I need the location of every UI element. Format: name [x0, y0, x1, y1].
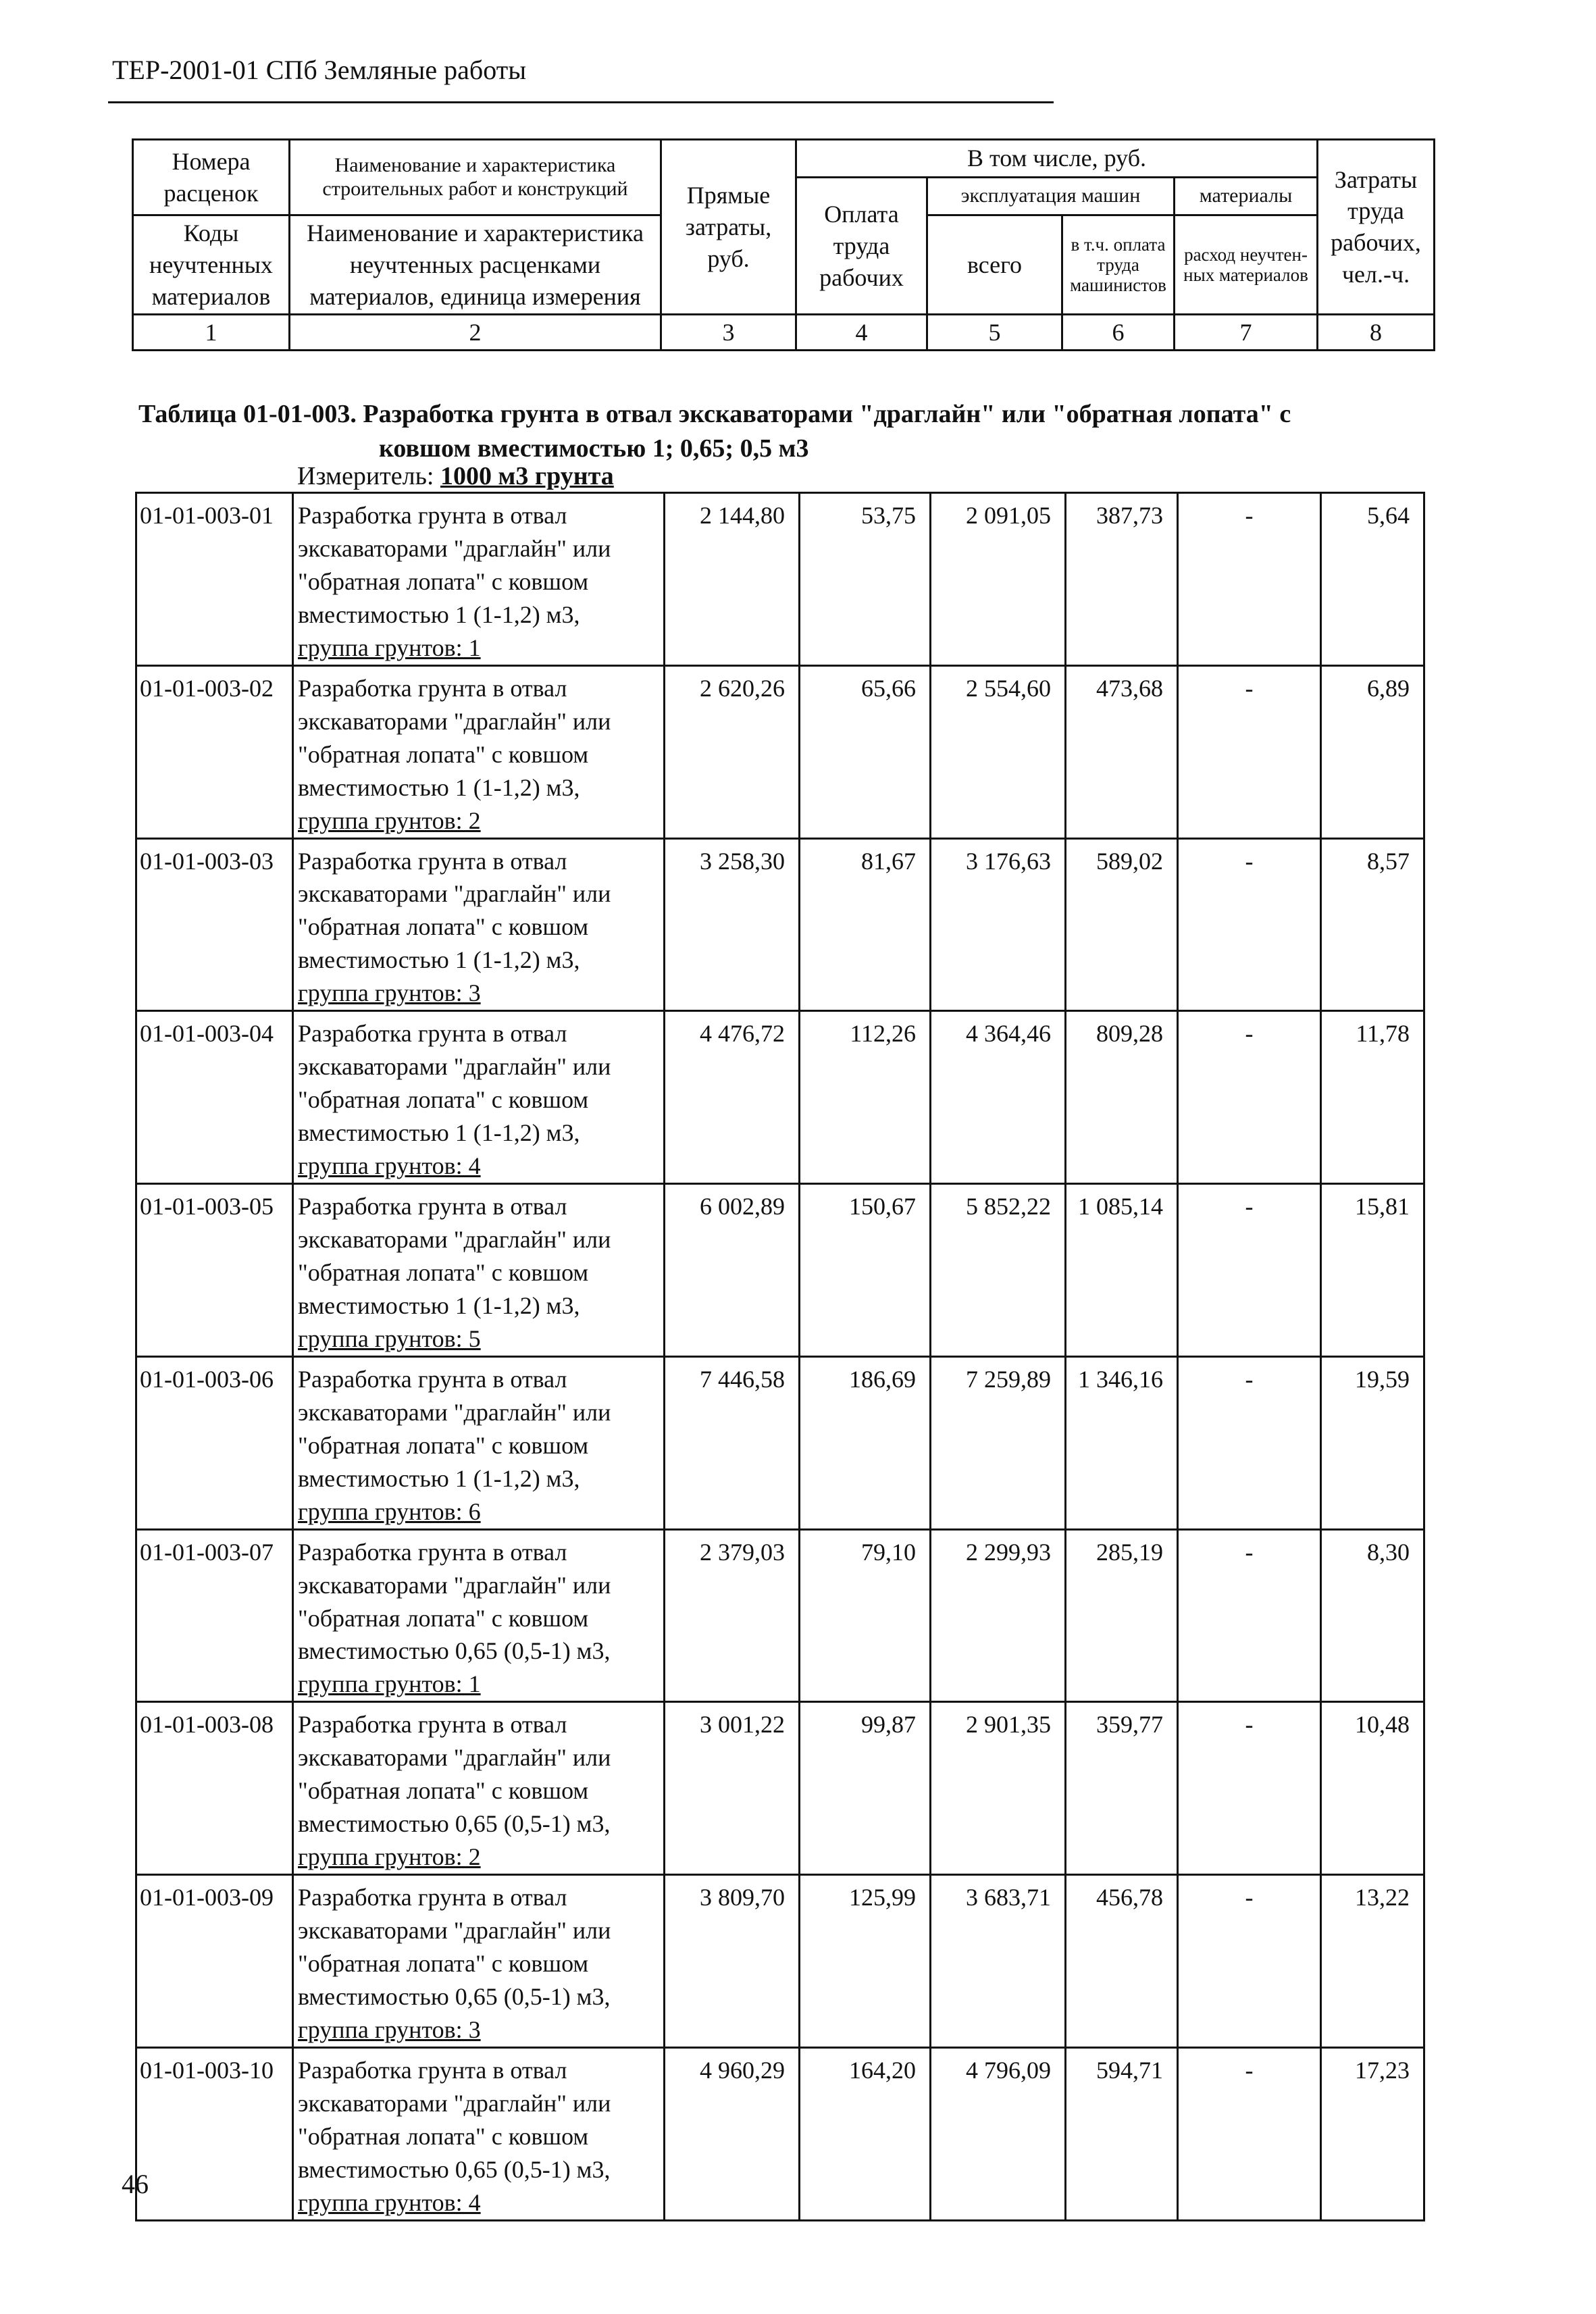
machines-total-cell: 3 176,63: [931, 838, 1066, 1011]
col-header-material-codes: Коды неучтенных материалов: [133, 215, 290, 315]
direct-costs-cell: 2 144,80: [665, 493, 800, 666]
rate-description-cell: [293, 1184, 665, 1357]
rate-description-text: Разработка грунта в отвал экскаваторами "драглайн" или "обратная лопата" с ковшом вместимостью 0,65 (0,5-1) м3,: [298, 1711, 611, 1838]
labor-pay-cell: 150,67: [800, 1184, 931, 1357]
table-row: [136, 493, 1424, 666]
materials-cell: -: [1178, 665, 1321, 838]
labor-hours-cell: 10,48: [1321, 1702, 1424, 1875]
labor-pay-cell: 112,26: [800, 1011, 931, 1184]
materials-cell: -: [1178, 493, 1321, 666]
machines-total-cell: 3 683,71: [931, 1875, 1066, 2048]
machinist-pay-cell: 387,73: [1066, 493, 1178, 666]
rate-description-cell: [293, 1529, 665, 1702]
machinist-pay-cell: 1 085,14: [1066, 1184, 1178, 1357]
column-header-table: [132, 138, 1435, 351]
labor-pay-cell: 125,99: [800, 1875, 931, 2048]
rate-code-cell: 01-01-003-01: [136, 493, 293, 666]
direct-costs-cell: 4 476,72: [665, 1011, 800, 1184]
rate-description-cell: [293, 665, 665, 838]
rate-description-cell: [293, 1875, 665, 2048]
col-header-machines-total: всего: [927, 215, 1062, 315]
direct-costs-cell: 3 001,22: [665, 1702, 800, 1875]
labor-hours-cell: 15,81: [1321, 1184, 1424, 1357]
direct-costs-cell: 3 809,70: [665, 1875, 800, 2048]
labor-pay-cell: 186,69: [800, 1356, 931, 1529]
table-row: [136, 1875, 1424, 2048]
direct-costs-cell: 7 446,58: [665, 1356, 800, 1529]
direct-costs-cell: 3 258,30: [665, 838, 800, 1011]
rate-description-text: Разработка грунта в отвал экскаваторами "драглайн" или "обратная лопата" с ковшом вместимостью 0,65 (0,5-1) м3,: [298, 1538, 611, 1665]
rate-code-cell: 01-01-003-04: [136, 1011, 293, 1184]
col-number-1: 1: [133, 315, 290, 351]
rate-description-cell: [293, 838, 665, 1011]
rate-description-text: Разработка грунта в отвал экскаваторами "драглайн" или "обратная лопата" с ковшом вместимостью 1 (1-1,2) м3,: [298, 1193, 611, 1319]
labor-hours-cell: 8,57: [1321, 838, 1424, 1011]
rate-description-text: Разработка грунта в отвал экскаваторами "драглайн" или "обратная лопата" с ковшом вместимостью 0,65 (0,5-1) м3,: [298, 2056, 611, 2183]
col-header-materials: материалы: [1175, 178, 1318, 215]
col-number-5: 5: [927, 315, 1062, 351]
unit-value: 1000 м3 грунта: [440, 462, 614, 490]
rate-description-text: Разработка грунта в отвал экскаваторами "драглайн" или "обратная лопата" с ковшом вместимостью 1 (1-1,2) м3,: [298, 674, 611, 801]
table-row: [136, 1529, 1424, 1702]
machinist-pay-cell: 285,19: [1066, 1529, 1178, 1702]
soil-group-text: группа грунтов: 3: [298, 979, 481, 1007]
machinist-pay-cell: 809,28: [1066, 1011, 1178, 1184]
labor-hours-cell: 13,22: [1321, 1875, 1424, 2048]
machinist-pay-cell: 359,77: [1066, 1702, 1178, 1875]
labor-pay-cell: 65,66: [800, 665, 931, 838]
col-number-6: 6: [1062, 315, 1175, 351]
soil-group-text: группа грунтов: 1: [298, 1670, 481, 1698]
col-header-machine-operation: эксплуатация машин: [927, 178, 1175, 215]
rate-code-cell: 01-01-003-08: [136, 1702, 293, 1875]
machinist-pay-cell: 456,78: [1066, 1875, 1178, 2048]
rate-description-cell: [293, 2047, 665, 2220]
col-header-direct-costs: Прямые затраты, руб.: [661, 140, 796, 315]
page-number: 46: [122, 2169, 149, 2199]
col-header-rate-numbers: Номера расценок: [133, 140, 290, 215]
machines-total-cell: 4 796,09: [931, 2047, 1066, 2220]
table-row: [136, 838, 1424, 1011]
table-row: [136, 1356, 1424, 1529]
col-number-4: 4: [796, 315, 927, 351]
col-number-7: 7: [1175, 315, 1318, 351]
table-caption-line2: ковшом вместимостью 1; 0,65; 0,5 м3: [379, 434, 809, 463]
col-header-work-name: Наименование и характеристика строительных работ и конструкций: [290, 140, 661, 215]
col-number-3: 3: [661, 315, 796, 351]
rate-description-cell: [293, 1702, 665, 1875]
col-header-material-consumption: расход неучтен-ных материалов: [1175, 215, 1318, 315]
rate-code-cell: 01-01-003-02: [136, 665, 293, 838]
direct-costs-cell: 2 379,03: [665, 1529, 800, 1702]
header-rule: [108, 101, 1054, 103]
table-row: [136, 665, 1424, 838]
table-row: [136, 2047, 1424, 2220]
rate-code-cell: 01-01-003-05: [136, 1184, 293, 1357]
materials-cell: -: [1178, 1529, 1321, 1702]
soil-group-text: группа грунтов: 5: [298, 1325, 481, 1352]
labor-hours-cell: 8,30: [1321, 1529, 1424, 1702]
soil-group-text: группа грунтов: 2: [298, 806, 481, 834]
col-header-labor-pay: Оплата труда рабочих: [796, 178, 927, 315]
machines-total-cell: 7 259,89: [931, 1356, 1066, 1529]
machinist-pay-cell: 473,68: [1066, 665, 1178, 838]
machines-total-cell: 2 901,35: [931, 1702, 1066, 1875]
labor-hours-cell: 11,78: [1321, 1011, 1424, 1184]
rate-code-cell: 01-01-003-07: [136, 1529, 293, 1702]
materials-cell: -: [1178, 1702, 1321, 1875]
soil-group-text: группа грунтов: 3: [298, 2015, 481, 2043]
table-caption: [138, 397, 1408, 467]
labor-pay-cell: 99,87: [800, 1702, 931, 1875]
machines-total-cell: 2 299,93: [931, 1529, 1066, 1702]
rate-code-cell: 01-01-003-09: [136, 1875, 293, 2048]
col-header-machinist-pay: в т.ч. оплата труда машинистов: [1062, 215, 1175, 315]
labor-pay-cell: 164,20: [800, 2047, 931, 2220]
labor-pay-cell: 79,10: [800, 1529, 931, 1702]
rate-code-cell: 01-01-003-10: [136, 2047, 293, 2220]
soil-group-text: группа грунтов: 6: [298, 1497, 481, 1525]
materials-cell: -: [1178, 2047, 1321, 2220]
table-row: [136, 1011, 1424, 1184]
col-number-8: 8: [1318, 315, 1435, 351]
rate-description-text: Разработка грунта в отвал экскаваторами "драглайн" или "обратная лопата" с ковшом вместимостью 1 (1-1,2) м3,: [298, 1020, 611, 1147]
rate-description-cell: [293, 1011, 665, 1184]
rate-code-cell: 01-01-003-03: [136, 838, 293, 1011]
labor-hours-cell: 19,59: [1321, 1356, 1424, 1529]
machinist-pay-cell: 589,02: [1066, 838, 1178, 1011]
col-header-group-including: В том числе, руб.: [796, 140, 1318, 178]
rates-table: [135, 492, 1425, 2221]
rate-description-text: Разработка грунта в отвал экскаваторами "драглайн" или "обратная лопата" с ковшом вместимостью 1 (1-1,2) м3,: [298, 1365, 611, 1492]
materials-cell: -: [1178, 1356, 1321, 1529]
labor-pay-cell: 81,67: [800, 838, 931, 1011]
soil-group-text: группа грунтов: 4: [298, 1152, 481, 1180]
unit-label: Измеритель:: [297, 462, 434, 490]
machinist-pay-cell: 594,71: [1066, 2047, 1178, 2220]
labor-hours-cell: 6,89: [1321, 665, 1424, 838]
machinist-pay-cell: 1 346,16: [1066, 1356, 1178, 1529]
materials-cell: -: [1178, 1011, 1321, 1184]
machines-total-cell: 2 091,05: [931, 493, 1066, 666]
rate-description-text: Разработка грунта в отвал экскаваторами "драглайн" или "обратная лопата" с ковшом вместимостью 0,65 (0,5-1) м3,: [298, 1884, 611, 2010]
materials-cell: -: [1178, 1184, 1321, 1357]
materials-cell: -: [1178, 1875, 1321, 2048]
document-header-title: ТЕР-2001-01 СПб Земляные работы: [112, 55, 527, 85]
direct-costs-cell: 2 620,26: [665, 665, 800, 838]
rate-code-cell: 01-01-003-06: [136, 1356, 293, 1529]
col-header-material-names: Наименование и характеристика неучтенных расценками материалов, единица измерения: [290, 215, 661, 315]
col-header-labor-hours: Затраты труда рабочих, чел.-ч.: [1318, 140, 1435, 315]
rate-description-cell: [293, 1356, 665, 1529]
table-row: [136, 1702, 1424, 1875]
col-number-2: 2: [290, 315, 661, 351]
labor-pay-cell: 53,75: [800, 493, 931, 666]
soil-group-text: группа грунтов: 4: [298, 2188, 481, 2216]
machines-total-cell: 5 852,22: [931, 1184, 1066, 1357]
soil-group-text: группа грунтов: 2: [298, 1843, 481, 1871]
labor-hours-cell: 5,64: [1321, 493, 1424, 666]
direct-costs-cell: 6 002,89: [665, 1184, 800, 1357]
materials-cell: -: [1178, 838, 1321, 1011]
soil-group-text: группа грунтов: 1: [298, 634, 481, 661]
table-row: [136, 1184, 1424, 1357]
direct-costs-cell: 4 960,29: [665, 2047, 800, 2220]
rate-description-text: Разработка грунта в отвал экскаваторами "драглайн" или "обратная лопата" с ковшом вместимостью 1 (1-1,2) м3,: [298, 847, 611, 974]
machines-total-cell: 2 554,60: [931, 665, 1066, 838]
labor-hours-cell: 17,23: [1321, 2047, 1424, 2220]
table-caption-line1: Таблица 01-01-003. Разработка грунта в отвал экскаваторами "драглайн" или "обратная лопата" с: [138, 400, 1291, 428]
rate-description-cell: [293, 493, 665, 666]
machines-total-cell: 4 364,46: [931, 1011, 1066, 1184]
unit-line: [297, 461, 614, 491]
rate-description-text: Разработка грунта в отвал экскаваторами "драглайн" или "обратная лопата" с ковшом вместимостью 1 (1-1,2) м3,: [298, 502, 611, 628]
